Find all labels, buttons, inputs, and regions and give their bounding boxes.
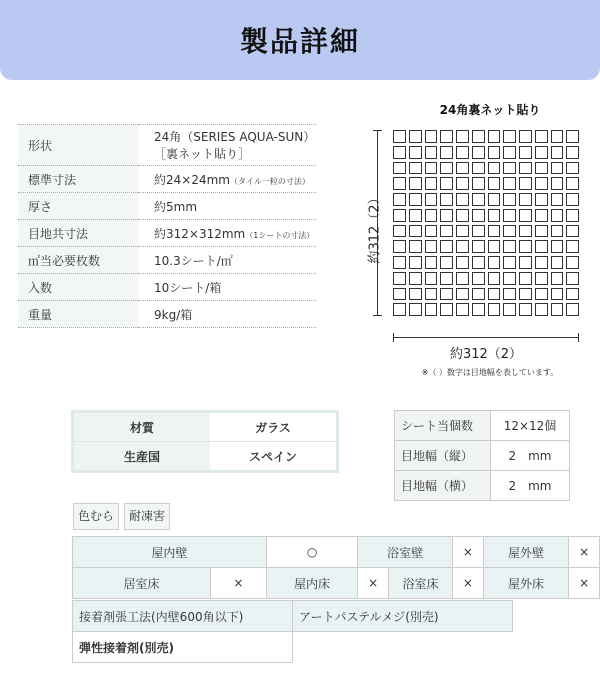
adhesive-table <box>72 600 513 663</box>
adhesive-product-elastic: 弾性接着剤(別売) <box>73 632 293 663</box>
tile <box>535 240 548 253</box>
tile <box>519 162 532 175</box>
adhesive-method: 接着剤張工法(内壁600角以下) <box>73 601 293 632</box>
adhesive-product-grout: アートパステルメジ(別売) <box>293 601 513 632</box>
adhesive-row <box>73 601 513 632</box>
tile <box>488 146 501 159</box>
spec-value: 約312×312mm <box>154 226 246 241</box>
tile <box>393 288 406 301</box>
tile <box>393 225 406 238</box>
tile <box>551 193 564 206</box>
spec-label: 目地共寸法 <box>18 220 138 247</box>
usage-table <box>72 536 600 599</box>
tile <box>409 162 422 175</box>
usage-mark: × <box>453 537 484 568</box>
material-label: 材質 <box>73 412 211 442</box>
tile <box>551 209 564 222</box>
tile <box>503 240 516 253</box>
tile <box>488 303 501 316</box>
spec-row-sheets-per-m2 <box>18 247 316 274</box>
spec-label: 入数 <box>18 274 138 301</box>
tile <box>503 146 516 159</box>
tile <box>409 177 422 190</box>
tile <box>409 130 422 143</box>
tile <box>456 240 469 253</box>
spec-row-weight <box>18 301 316 328</box>
tile <box>566 130 579 143</box>
tile <box>551 225 564 238</box>
tile <box>535 130 548 143</box>
tile <box>488 177 501 190</box>
tile <box>472 303 485 316</box>
tile <box>519 146 532 159</box>
tile <box>488 162 501 175</box>
tile <box>535 272 548 285</box>
tile <box>456 272 469 285</box>
spec-label: 重量 <box>18 301 138 328</box>
tile-sheet-diagram <box>393 130 579 316</box>
tile <box>472 272 485 285</box>
tile <box>472 162 485 175</box>
tile <box>551 256 564 269</box>
spec-label: 厚さ <box>18 193 138 220</box>
tile <box>440 256 453 269</box>
tile <box>566 177 579 190</box>
tile <box>503 225 516 238</box>
tile <box>566 146 579 159</box>
tile <box>488 209 501 222</box>
tile <box>519 240 532 253</box>
tile <box>551 177 564 190</box>
tile <box>566 193 579 206</box>
tile <box>503 209 516 222</box>
usage-label: 屋内床 <box>266 568 358 599</box>
usage-mark: × <box>358 568 389 599</box>
tile <box>566 288 579 301</box>
tile <box>456 209 469 222</box>
tile <box>488 288 501 301</box>
tile <box>535 256 548 269</box>
spec-label: 形状 <box>18 125 138 166</box>
spec-row-quantity <box>18 274 316 301</box>
sheet-table <box>394 410 570 501</box>
tile <box>535 177 548 190</box>
usage-row-floors <box>73 568 600 599</box>
tile <box>519 209 532 222</box>
tile <box>425 240 438 253</box>
tile <box>393 130 406 143</box>
tile <box>566 162 579 175</box>
vertical-dimension-label: 約312（2） <box>367 191 383 264</box>
tile <box>566 225 579 238</box>
tile <box>535 146 548 159</box>
tile <box>425 193 438 206</box>
tile <box>488 240 501 253</box>
usage-label: 屋内壁 <box>73 537 267 568</box>
tile <box>472 209 485 222</box>
tile <box>488 272 501 285</box>
tile <box>456 288 469 301</box>
tile <box>425 209 438 222</box>
tile <box>488 256 501 269</box>
usage-mark: × <box>569 568 600 599</box>
spec-value: 10.3シート/㎡ <box>138 247 316 274</box>
spec-value: 24角（SERIES AQUA-SUN）［裏ネット貼り］ <box>138 125 316 166</box>
tile <box>551 303 564 316</box>
usage-label: 屋外壁 <box>483 537 569 568</box>
tile <box>566 303 579 316</box>
tile <box>551 288 564 301</box>
material-table <box>71 410 339 473</box>
tile <box>409 193 422 206</box>
tile <box>535 162 548 175</box>
usage-mark: × <box>569 537 600 568</box>
tile <box>472 130 485 143</box>
tile <box>409 225 422 238</box>
tile <box>456 256 469 269</box>
tile <box>503 272 516 285</box>
tile <box>472 240 485 253</box>
tile <box>566 209 579 222</box>
tile <box>551 130 564 143</box>
tile <box>519 288 532 301</box>
tile <box>409 288 422 301</box>
tile <box>393 209 406 222</box>
spec-row-shape <box>18 125 316 166</box>
tile <box>440 240 453 253</box>
tile <box>425 177 438 190</box>
sheet-value: 2 mm <box>491 471 570 501</box>
tile <box>488 130 501 143</box>
tile <box>440 193 453 206</box>
tile <box>425 288 438 301</box>
spec-label: ㎡当必要枚数 <box>18 247 138 274</box>
tile <box>393 272 406 285</box>
tile <box>535 209 548 222</box>
tile <box>503 303 516 316</box>
tile <box>519 130 532 143</box>
tile <box>551 162 564 175</box>
material-value: ガラス <box>210 412 338 442</box>
spec-note: （1シートの寸法） <box>245 230 315 240</box>
tile <box>425 130 438 143</box>
tile <box>472 256 485 269</box>
tile <box>503 177 516 190</box>
origin-value: スペイン <box>210 442 338 472</box>
adhesive-row <box>73 632 513 663</box>
tile <box>503 162 516 175</box>
tile <box>456 303 469 316</box>
tile <box>393 162 406 175</box>
tile <box>393 303 406 316</box>
usage-row-walls <box>73 537 600 568</box>
tile <box>551 146 564 159</box>
tile <box>393 177 406 190</box>
tag-color-variation: 色むら <box>73 503 119 530</box>
tile <box>440 209 453 222</box>
tile <box>535 225 548 238</box>
sheet-row <box>395 471 570 501</box>
feature-tags <box>73 503 170 530</box>
tile <box>472 177 485 190</box>
tile <box>440 177 453 190</box>
horizontal-dimension-label: 約312（2） <box>449 347 523 362</box>
tile <box>519 193 532 206</box>
tile <box>440 303 453 316</box>
horizontal-dimension-line <box>393 337 579 338</box>
tile <box>425 162 438 175</box>
usage-label: 浴室壁 <box>358 537 453 568</box>
tile <box>425 256 438 269</box>
sheet-value: 2 mm <box>491 441 570 471</box>
tile <box>535 303 548 316</box>
usage-mark: ○ <box>266 537 358 568</box>
tile <box>440 162 453 175</box>
spec-value: 9kg/箱 <box>138 301 316 328</box>
tile <box>566 272 579 285</box>
tile <box>409 209 422 222</box>
tile <box>456 130 469 143</box>
tile <box>393 240 406 253</box>
tile <box>551 272 564 285</box>
diagram-title: 24角裏ネット貼り <box>439 103 541 117</box>
tile <box>393 193 406 206</box>
usage-label: 浴室床 <box>388 568 452 599</box>
usage-label: 屋外床 <box>483 568 569 599</box>
tile <box>393 256 406 269</box>
tile <box>425 272 438 285</box>
tile <box>503 256 516 269</box>
tile <box>440 130 453 143</box>
spec-value: 約5mm <box>138 193 316 220</box>
tile <box>519 272 532 285</box>
tile <box>440 288 453 301</box>
tile <box>456 177 469 190</box>
spec-value: 10シート/箱 <box>138 274 316 301</box>
tile <box>425 303 438 316</box>
sheet-value: 12×12個 <box>491 411 570 441</box>
tile <box>425 146 438 159</box>
tile <box>503 288 516 301</box>
material-row <box>73 412 338 442</box>
tile <box>440 272 453 285</box>
tile <box>566 240 579 253</box>
spec-label: 標準寸法 <box>18 166 138 193</box>
tile <box>472 146 485 159</box>
tile <box>503 130 516 143</box>
usage-label: 居室床 <box>73 568 211 599</box>
tile <box>409 240 422 253</box>
sheet-row <box>395 441 570 471</box>
tile <box>519 225 532 238</box>
spec-row-size <box>18 166 316 193</box>
tile <box>519 177 532 190</box>
tile <box>472 225 485 238</box>
sheet-label: シート当個数 <box>395 411 491 441</box>
tag-frost-resistant: 耐凍害 <box>124 503 170 530</box>
tile <box>409 303 422 316</box>
tile <box>440 225 453 238</box>
tile <box>472 288 485 301</box>
spec-row-thickness <box>18 193 316 220</box>
tile <box>409 272 422 285</box>
tile <box>551 240 564 253</box>
tile <box>456 162 469 175</box>
sheet-row <box>395 411 570 441</box>
diagram-note: ※（ ）数字は目地幅を表しています。 <box>421 368 559 377</box>
spec-table <box>18 124 316 328</box>
sheet-label: 目地幅（縦） <box>395 441 491 471</box>
tile <box>456 146 469 159</box>
tile <box>425 225 438 238</box>
usage-mark: × <box>211 568 267 599</box>
page-title: 製品詳細 <box>239 25 360 58</box>
tile <box>456 225 469 238</box>
spec-value: 約24×24mm <box>154 172 230 187</box>
tile <box>456 193 469 206</box>
tile <box>472 193 485 206</box>
tile <box>503 193 516 206</box>
tile <box>488 193 501 206</box>
origin-label: 生産国 <box>73 442 211 472</box>
tile <box>488 225 501 238</box>
tile <box>409 146 422 159</box>
tile <box>409 256 422 269</box>
tile <box>440 146 453 159</box>
tile <box>535 193 548 206</box>
tile <box>535 288 548 301</box>
spec-note: （タイル一粒の寸法） <box>229 176 310 186</box>
tile <box>566 256 579 269</box>
usage-mark: × <box>453 568 484 599</box>
tile <box>519 303 532 316</box>
page-header <box>0 0 600 80</box>
origin-row <box>73 442 338 472</box>
tile <box>519 256 532 269</box>
spec-row-sheet-size <box>18 220 316 247</box>
sheet-label: 目地幅（横） <box>395 471 491 501</box>
tile <box>393 146 406 159</box>
